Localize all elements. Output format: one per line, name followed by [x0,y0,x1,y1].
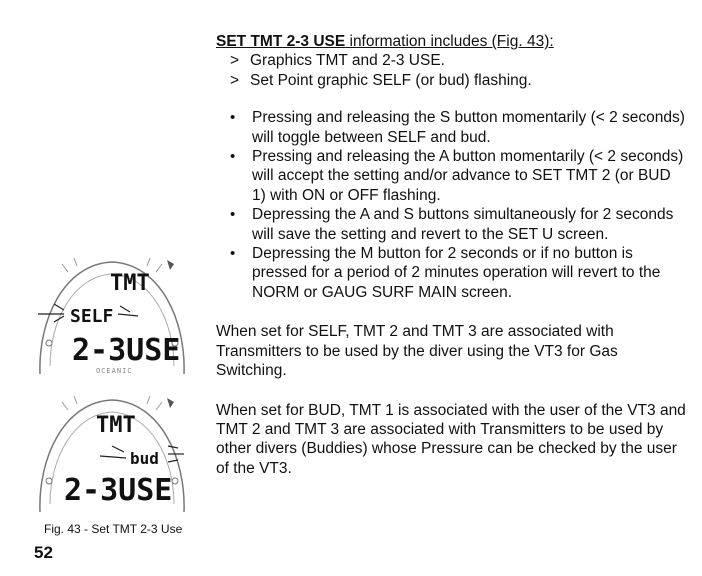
info-list [216,51,686,90]
flash-indicator-left [112,446,124,452]
bullet-item [216,205,686,244]
section-heading [216,32,686,51]
button-icon [46,478,52,484]
info-item [216,51,686,70]
lcd-line3: 2-3USE [72,333,181,368]
lcd-line3: 2-3USE [64,473,173,508]
flash-indicator-left [54,316,64,322]
flash-indicator-right [168,460,178,462]
bullet-text: Pressing and releasing the S button momentarily (< 2 seconds) will toggle between SELF and bud. [252,109,685,146]
bullet-dot-icon: • [230,148,236,166]
display-illustration [34,388,190,512]
bullet-text: Pressing and releasing the A button momentarily (< 2 seconds) will accept the setting and/or advance to SET TMT 2 (or BUD 1) with ON or OFF flashing. [252,148,684,204]
heading-bold: SET TMT 2-3 USE [216,33,346,50]
flash-indicator-left [54,304,64,310]
bullet-text: Depressing the M button for 2 seconds or if no button is pressed for a period of 2 minutes operation will revert to the NORM or GAUG SURF MAIN screen. [252,245,661,301]
paragraph-self: When set for SELF, TMT 2 and TMT 3 are associated with Transmitters to be used by the diver using the VT3 for Gas Switching. [216,323,618,380]
flash-indicator-left [100,456,126,458]
info-text: Set Point graphic SELF (or bud) flashing. [250,71,532,89]
bullet-dot-icon: • [230,206,236,224]
dive-computer-display-bud [34,388,190,512]
brand-logo: OCEANIC [96,367,133,374]
info-item [216,71,686,90]
bezel-marker-icon [167,398,174,408]
bezel-marker-icon [167,260,174,270]
lcd-line1: TMT [110,271,150,296]
dive-computer-display-self [34,250,190,374]
lcd-line2: bud [130,449,159,468]
flash-indicator-right [120,306,130,312]
bezel-ticks [62,396,162,410]
info-marker: > [230,52,240,70]
bullet-list [216,108,686,302]
bullet-item [216,147,686,205]
info-text: Graphics TMT and 2-3 USE. [250,52,445,70]
info-marker: > [230,71,240,89]
figure-caption: Fig. 43 - Set TMT 2-3 Use [44,522,183,536]
flash-indicator-right [118,314,138,316]
lcd-line1: TMT [96,413,136,438]
bullet-text: Depressing the A and S buttons simultaneously for 2 seconds will save the setting and revert to the SET U screen. [252,206,674,243]
display-illustration [34,250,190,374]
button-icon [172,478,178,484]
bullet-dot-icon: • [230,245,236,263]
paragraph-bud: When set for BUD, TMT 1 is associated with the user of the VT3 and TMT 2 and TMT 3 are associated with Transmitters to be used by other divers (Buddies) whose Pressure can be checked by the user of the VT3. [216,401,686,477]
text-column [216,32,686,478]
bullet-item [216,244,686,302]
page-number: 52 [34,543,53,562]
button-icon [46,340,52,346]
bullet-item [216,108,686,147]
lcd-line2: SELF [70,306,114,327]
bezel-ticks [62,258,162,272]
heading-rest: information includes (Fig. 43): [345,33,554,50]
bullet-dot-icon: • [230,109,236,127]
